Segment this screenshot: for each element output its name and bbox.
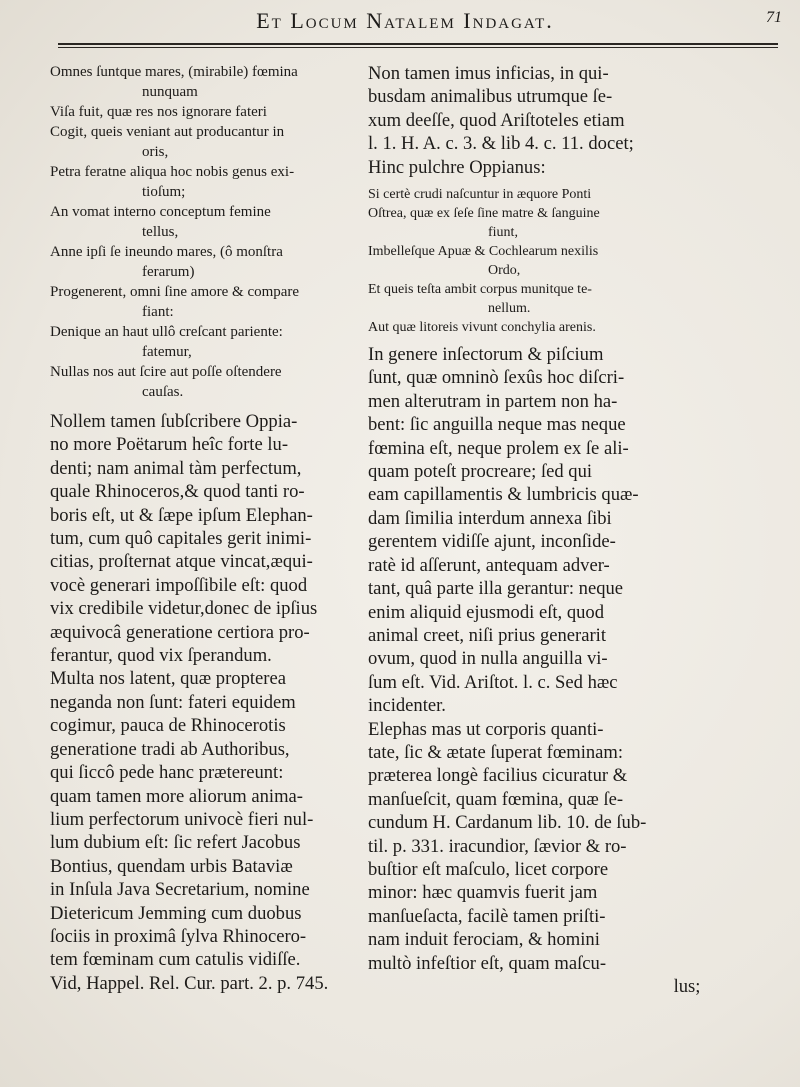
prose-line: til. p. 331. iracundior, ſævior & ro- [368,835,627,857]
prose-line: neganda non ſunt: fateri equidem [50,691,296,713]
prose-line: quam poteſt procreare; ſed qui [368,461,593,483]
prose-line: bent: ſic anguilla neque mas neque [368,414,626,436]
prose-line: quam tamen more aliorum anima- [50,785,303,807]
prose-line: Dietericum Jemming cum duobus [50,902,302,924]
verse-line: ferarum) [142,264,195,280]
prose-line: Multa nos latent, quæ propterea [50,668,286,690]
running-head: Et Locum Natalem Indagat. [256,8,554,33]
right-column [368,62,746,998]
verse-line: fiant: [142,304,174,320]
prose-line: men alterutram in partem non ha- [368,390,618,412]
verse-line: An vomat interno conceptum femine [50,204,271,220]
prose-line: minor: hæc quamvis fuerit jam [368,882,598,904]
verse-line: fiunt, [488,225,518,241]
right-verse-block [368,185,746,337]
prose-line: Bontius, quendam urbis Bataviæ [50,855,293,877]
verse-line: Oſtrea, quæ ex ſeſe ſine matre & ſanguine [368,206,600,222]
prose-line: in Inſula Java Secretarium, nomine [50,879,310,901]
prose-line: æquivocâ generatione certiora pro- [50,621,310,643]
prose-line: generatione tradi ab Authoribus, [50,738,290,760]
prose-line: ovum, quod in nulla anguilla vi- [368,648,608,670]
prose-line: Non tamen imus inficias, in qui- [368,63,609,84]
prose-line: dam ſimilia interdum annexa ſibi [368,507,612,529]
verse-line: Cogit, queis veniant aut producantur in [50,124,285,140]
verse-line: nellum. [488,301,531,317]
verse-line: Viſa fuit, quæ res nos ignorare fateri [50,104,267,120]
verse-line: Et queis teſta ambit corpus munitque te- [368,282,592,298]
catchword: lus; [673,976,701,997]
prose-line: ferantur, quod vix ſperandum. [50,645,272,667]
verse-line: Ordo, [488,263,521,279]
prose-line: busdam animalibus utrumque ſe- [368,86,613,108]
prose-line: cundum H. Cardanum lib. 10. de ſub- [368,812,647,834]
verse-line: Aut quæ litoreis vivunt conchylia arenis. [368,320,596,336]
prose-line: gerentem vidiſſe ajunt, inconſide- [368,531,616,553]
prose-line: Elephas mas ut corporis quanti- [368,718,604,740]
verse-line: Progenerent, omni ſine amore & compare [50,284,300,300]
prose-line: tate, ſic & ætate ſuperat fœminam: [368,741,624,763]
prose-line: no more Poëtarum heîc forte lu- [50,434,289,456]
prose-line: manſueſcit, quam fœmina, quæ ſe- [368,788,624,810]
header-rule [58,43,778,48]
prose-line: l. 1. H. A. c. 3. & lib 4. c. 11. docet; [368,133,634,155]
verse-line: Imbelleſque Apuæ & Cochlearum nexilis [368,244,599,260]
page-number: 71 [766,9,782,26]
verse-line: fatemur, [142,344,192,360]
prose-line: multò infeſtior eſt, quam maſcu- [368,952,607,974]
prose-line: In genere inſectorum & piſcium [368,344,604,366]
verse-line: cauſas. [142,384,184,400]
left-column [50,62,368,995]
prose-line: qui ſiccô pede hanc prætereunt: [50,762,284,784]
verse-line: Nullas nos aut ſcire aut poſſe oſtendere [50,364,282,380]
prose-line: fœmina eſt, neque prolem ex ſe ali- [368,437,629,459]
verse-line: tellus, [142,224,179,240]
verse-line: Petra feratne aliqua hoc nobis genus exi- [50,164,295,180]
prose-line: cogimur, pauca de Rhinocerotis [50,715,286,737]
prose-line: ſum eſt. Vid. Ariſtot. l. c. Sed hæc [368,671,618,693]
prose-line: Nollem tamen ſubſcribere Oppia- [50,411,298,432]
prose-line: Hinc pulchre Oppianus: [368,156,546,178]
left-verse-block [50,62,368,402]
verse-line: oris, [142,144,169,160]
page-header [10,5,800,43]
prose-line: boris eſt, ut & ſæpe ipſum Elephan- [50,504,313,526]
right-intro-block [368,62,746,179]
verse-line: Denique an haut ullô creſcant pariente: [50,324,283,340]
prose-line: ratè id aſſerunt, antequam adver- [368,554,610,576]
prose-line: denti; nam animal tàm perfectum, [50,457,302,479]
prose-line: manſueſacta, facilè tamen priſti- [368,905,606,927]
prose-line: eam capillamentis & lumbricis quæ- [368,484,639,506]
prose-line: vocè generari impoſſibile eſt: quod [50,574,308,596]
verse-line: nunquam [142,84,198,100]
prose-line: lium perfectorum univocè fieri nul- [50,808,314,830]
verse-line: Omnes ſuntque mares, (mirabile) fœmina [50,64,298,80]
prose-line: vix credibile videtur,donec de ipſius [50,598,318,620]
citation-line: Vid, Happel. Rel. Cur. part. 2. p. 745. [50,972,329,994]
prose-line: præterea longè facilius cicuratur & [368,765,628,787]
verse-line: tioſum; [142,184,186,200]
prose-line: incidenter. [368,695,446,717]
prose-line: xum deeſſe, quod Ariſtoteles etiam [368,109,625,131]
left-prose-block [50,410,368,995]
prose-line: buſtior eſt maſculo, licet corpore [368,858,609,880]
prose-line: lum dubium eſt: ſic refert Jacobus [50,832,301,854]
prose-line: citias, proſternat atque vincat,æqui- [50,551,313,573]
prose-line: ſociis in proximâ ſylva Rhinocero- [50,925,307,947]
right-prose-block [368,343,746,998]
prose-line: quale Rhinoceros,& quod tanti ro- [50,481,305,503]
verse-line: Anne ipſi ſe ineundo mares, (ô monſtra [50,244,283,260]
prose-line: tem fœminam cum catulis vidiſſe. [50,949,301,971]
prose-line: animal creet, niſi prius generarit [368,624,607,646]
prose-line: ſunt, quæ omninò ſexûs hoc diſcri- [368,367,625,389]
prose-line: enim aliquid ejusmodi eſt, quod [368,601,605,623]
prose-line: tum, cum quô capitales gerit inimi- [50,528,312,550]
prose-line: tant, quâ parte illa gerantur: neque [368,578,624,600]
prose-line: nam induit ferociam, & homini [368,929,600,951]
verse-line: Si certè crudi naſcuntur in æquore Ponti [368,187,592,203]
